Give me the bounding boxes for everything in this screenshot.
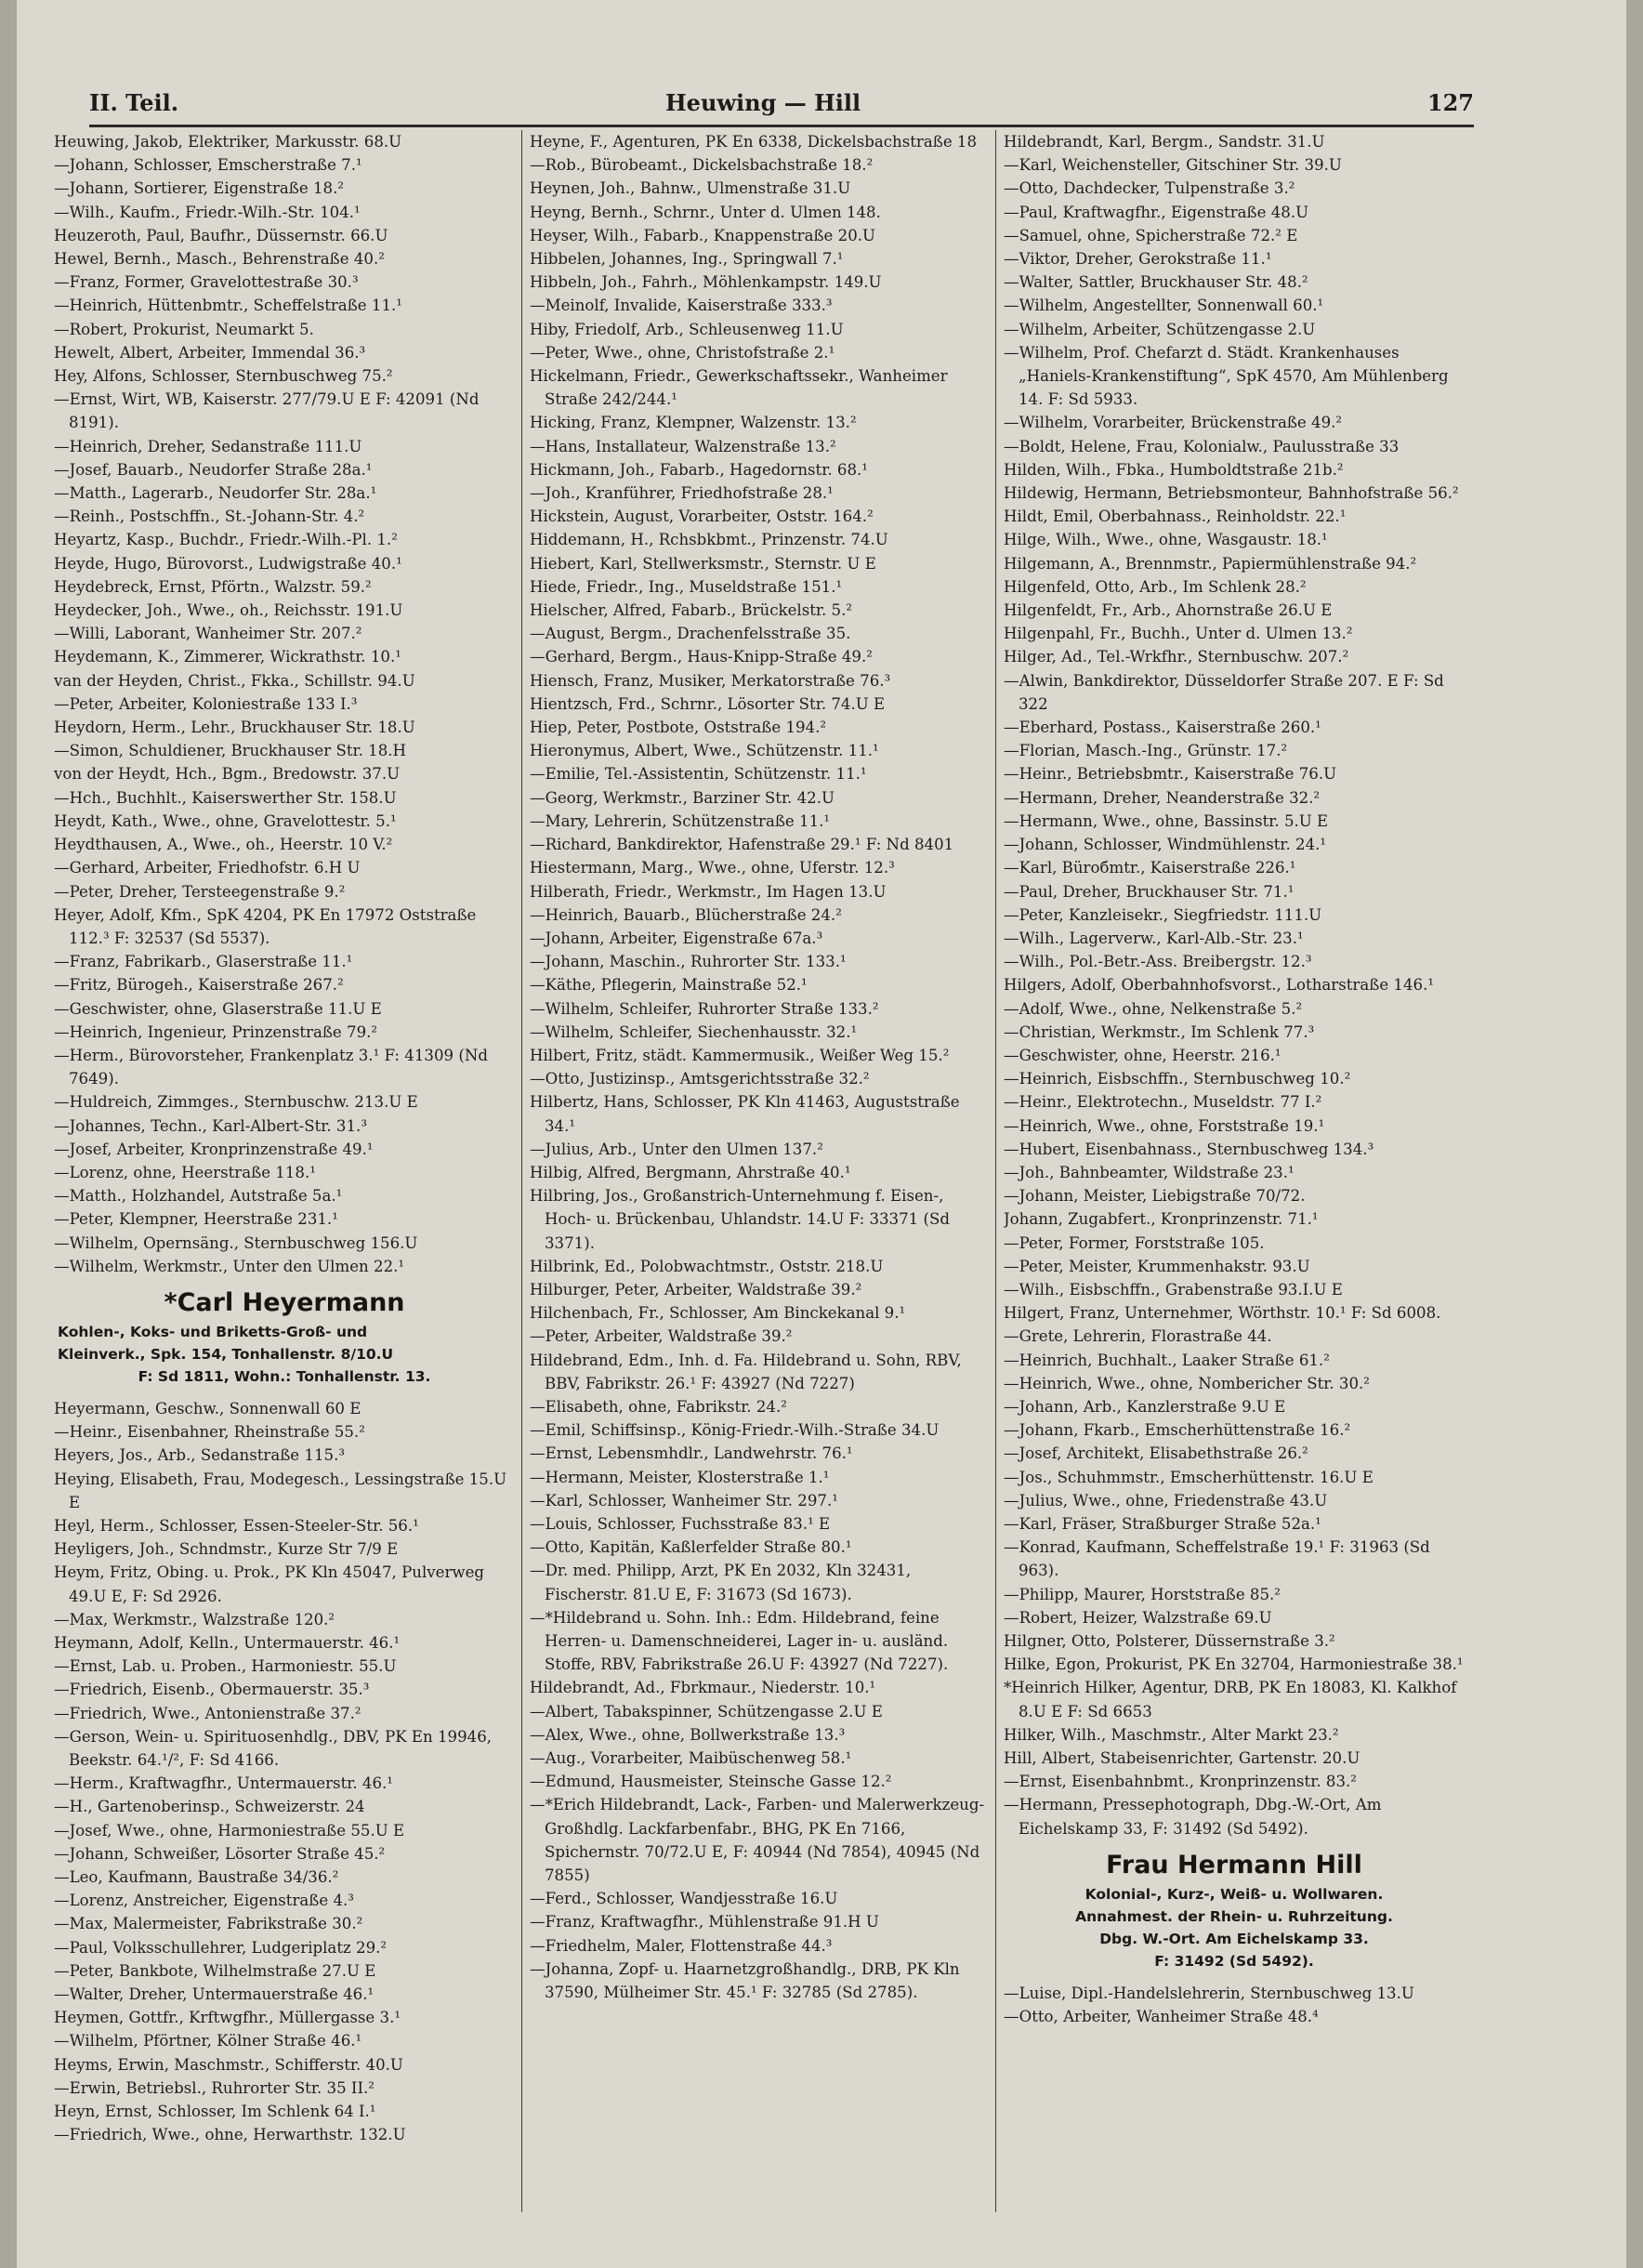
directory-entry: —Ernst, Eisenbahnbmt., Kronprinzenstr. 83.² <box>1004 1773 1357 1791</box>
directory-entry: —Josef, Architekt, Elisabethstraße 26.² <box>1004 1444 1308 1463</box>
directory-entry: —Peter, Wwe., ohne, Christofstraße 2.¹ <box>530 343 835 362</box>
directory-entry: Heydthausen, A., Wwe., oh., Heerstr. 10 V.² <box>54 836 393 854</box>
directory-entry: Hilbig, Alfred, Bergmann, Ahrstraße 40.¹ <box>530 1163 851 1181</box>
directory-entry: —Hermann, Meister, Klosterstraße 1.¹ <box>530 1468 830 1486</box>
directory-entry: —Johann, Sortierer, Eigenstraße 18.² <box>54 179 345 198</box>
directory-entry: —Karl, Büroбmtr., Kaiserstraße 226.¹ <box>1004 859 1296 877</box>
directory-entry: —Heinrich, Hüttenbmtr., Scheffelstraße 11.¹ <box>54 297 402 315</box>
directory-entry: —Konrad, Kaufmann, Scheffelstraße 19.¹ F: 31963 (Sd 963). <box>1004 1538 1430 1580</box>
directory-entry: —Wilhelm, Arbeiter, Schützengasse 2.U <box>1004 320 1316 338</box>
directory-entry: —Franz, Kraftwagfhr., Mühlenstraße 91.H U <box>530 1913 879 1932</box>
directory-entry: Hilbrink, Ed., Polobwachtmstr., Oststr. 218.U <box>530 1257 884 1275</box>
directory-entry: Hilbert, Fritz, städt. Kammermusik., Weißer Weg 15.² <box>530 1046 950 1064</box>
directory-entry: Hildebrand, Edm., Inh. d. Fa. Hildebrand u. Sohn, RBV, BBV, Fabrikstr. 26.¹ F: 43927 (Nd 7227) <box>530 1351 962 1392</box>
directory-entry: —Alwin, Bankdirektor, Düsseldorfer Straße 207. E F: Sd 322 <box>1004 671 1444 713</box>
directory-entry: Heydt, Kath., Wwe., ohne, Gravelottestr. 5.¹ <box>54 811 397 830</box>
directory-entry: —Heinrich, Bauarb., Blücherstraße 24.² <box>530 905 842 924</box>
directory-entry: —Max, Werkmstr., Walzstraße 120.² <box>54 1610 335 1628</box>
ad-line: F: Sd 1811, Wohn.: Tonhallenstr. 13. <box>138 1367 431 1385</box>
directory-entry: —Alex, Wwe., ohne, Bollwerkstraße 13.³ <box>530 1725 846 1744</box>
directory-entry: —Wilh., Lagerverw., Karl-Alb.-Str. 23.¹ <box>1004 929 1304 947</box>
directory-entry: Heyer, Adolf, Kfm., SpK 4204, PK En 17972 Oststraße 112.³ F: 32537 (Sd 5537). <box>54 905 477 947</box>
directory-entry: —Peter, Arbeiter, Waldstraße 39.² <box>530 1327 793 1346</box>
directory-entry: —Herm., Bürovorsteher, Frankenplatz 3.¹ F: 41309 (Nd 7649). <box>54 1046 488 1088</box>
directory-entry: —Albert, Tabakspinner, Schützengasse 2.U E <box>530 1702 883 1721</box>
directory-entry: —Hch., Buchhlt., Kaiserswerther Str. 158.U <box>54 788 397 807</box>
directory-entry: Heyn, Ernst, Schlosser, Im Schlenk 64 I.¹ <box>54 2103 376 2121</box>
directory-entry: —Peter, Kanzleisekr., Siegfriedstr. 111.U <box>1004 905 1322 924</box>
directory-entry: Hildebrandt, Ad., Fbrkmaur., Niederstr. 10.¹ <box>530 1679 876 1697</box>
directory-entry: —Johanna, Zopf- u. Haarnetzgroßhandlg., DRB, PK Kln 37590, Mülheimer Str. 45.¹ F: 32785 (Sd 2785). <box>530 1959 960 2002</box>
column-3 <box>1004 130 1465 2231</box>
directory-entry: —Meinolf, Invalide, Kaiserstraße 333.³ <box>530 297 833 315</box>
directory-entry: Hilgenfeld, Otto, Arb., Im Schlenk 28.² <box>1004 577 1307 596</box>
ad-line: Dbg. W.-Ort. Am Eichelskamp 33. <box>1099 1930 1369 1947</box>
directory-entry: —Peter, Arbeiter, Koloniestraße 133 I.³ <box>54 694 358 713</box>
directory-entry: Hewelt, Albert, Arbeiter, Immendal 36.³ <box>54 343 366 362</box>
directory-entry: Hilke, Egon, Prokurist, PK En 32704, Harmoniestraße 38.¹ <box>1004 1655 1464 1674</box>
directory-entry: —Karl, Weichensteller, Gitschiner Str. 39.U <box>1004 156 1342 175</box>
directory-entry: Hiede, Friedr., Ing., Museldstraße 151.¹ <box>530 577 843 596</box>
column-2 <box>530 130 991 2231</box>
directory-entry: —Heinr., Betriebsbmtr., Kaiserstraße 76.U <box>1004 765 1337 784</box>
directory-entry: —Paul, Dreher, Bruckhauser Str. 71.¹ <box>1004 882 1295 901</box>
directory-entry: —Matth., Lagerarb., Neudorfer Str. 28a.¹ <box>54 484 377 503</box>
directory-entry: —Aug., Vorarbeiter, Maibüschenweg 58.¹ <box>530 1749 852 1768</box>
directory-entry: —Paul, Kraftwagfhr., Eigenstraße 48.U <box>1004 203 1309 221</box>
directory-entry: —Johann, Arb., Kanzlerstraße 9.U E <box>1004 1397 1286 1416</box>
directory-entry: —Peter, Klempner, Heerstraße 231.¹ <box>54 1210 338 1229</box>
entry-list <box>54 130 515 1278</box>
directory-entry: —Samuel, ohne, Spicherstraße 72.² E <box>1004 226 1298 244</box>
directory-entry: Heyartz, Kasp., Buchdr., Friedr.-Wilh.-Pl. 1.² <box>54 531 398 549</box>
section-label: II. Teil. <box>89 89 179 116</box>
directory-entry: Heuwing, Jakob, Elektriker, Markusstr. 68.U <box>54 133 402 151</box>
directory-entry: —Otto, Dachdecker, Tulpenstraße 3.² <box>1004 179 1295 198</box>
directory-entry: Hiby, Friedolf, Arb., Schleusenweg 11.U <box>530 320 844 338</box>
directory-entry: —Hermann, Pressephotograph, Dbg.-W.-Ort, Am Eichelskamp 33, F: 31492 (Sd 5492). <box>1004 1796 1382 1838</box>
directory-entry: —Huldreich, Zimmges., Sternbuschw. 213.U E <box>54 1093 418 1112</box>
directory-entry: Heydecker, Joh., Wwe., oh., Reichsstr. 191.U <box>54 601 403 620</box>
directory-entry: Heydemann, K., Zimmerer, Wickrathstr. 10.¹ <box>54 648 401 666</box>
directory-entry: —Ferd., Schlosser, Wandjesstraße 16.U <box>530 1890 838 1908</box>
directory-entry: —Herm., Kraftwagfhr., Untermauerstr. 46.¹ <box>54 1774 393 1793</box>
directory-entry: Hildewig, Hermann, Betriebsmonteur, Bahnhofstraße 56.² <box>1004 484 1459 503</box>
directory-entry: —Emilie, Tel.-Assistentin, Schützenstr. 11.¹ <box>530 765 867 784</box>
ad-line: Annahmest. der Rhein- u. Ruhrzeitung. <box>1075 1907 1393 1925</box>
directory-entry: Hilger, Ad., Tel.-Wrkfhr., Sternbuschw. 207.² <box>1004 648 1349 666</box>
directory-entry: —Hubert, Eisenbahnass., Sternbuschweg 134.³ <box>1004 1140 1374 1158</box>
directory-entry: —Käthe, Pflegerin, Mainstraße 52.¹ <box>530 976 808 995</box>
directory-entry: —Joh., Bahnbeamter, Wildstraße 23.¹ <box>1004 1163 1295 1181</box>
directory-entry: —Peter, Bankbote, Wilhelmstraße 27.U E <box>54 1961 376 1980</box>
directory-entry: Hicking, Franz, Klempner, Walzenstr. 13.² <box>530 414 857 432</box>
directory-entry: Hibbelen, Johannes, Ing., Springwall 7.¹ <box>530 250 844 269</box>
directory-entry: van der Heyden, Christ., Fkka., Schillstr. 94.U <box>54 671 415 690</box>
directory-entry: —Franz, Former, Gravelottestraße 30.³ <box>54 273 359 292</box>
directory-entry: —Heinrich, Dreher, Sedanstraße 111.U <box>54 437 362 455</box>
directory-entry: —*Erich Hildebrandt, Lack-, Farben- und Malerwerkzeug-Großhdlg. Lackfarbenfabr., BHG, PK En 7166, Spichernstr. 70/72.U E, F: 40944 (Nd 7854), 40945 (Nd 7855) <box>530 1796 985 1885</box>
directory-entry: Hildebrandt, Karl, Bergm., Sandstr. 31.U <box>1004 133 1325 151</box>
directory-entry: —Josef, Wwe., ohne, Harmoniestraße 55.U E <box>54 1821 405 1839</box>
directory-entry: —Wilh., Kaufm., Friedr.-Wilh.-Str. 104.¹ <box>54 203 361 221</box>
directory-entry: —Karl, Schlosser, Wanheimer Str. 297.¹ <box>530 1491 838 1510</box>
advertiser-name: *Carl Heyermann <box>164 1287 405 1317</box>
directory-entry: Hielscher, Alfred, Fabarb., Brückelstr. 5.² <box>530 601 853 620</box>
directory-entry: —Wilhelm, Schleifer, Ruhrorter Straße 133.² <box>530 999 879 1018</box>
directory-entry: Heuzeroth, Paul, Baufhr., Düssernstr. 66.U <box>54 226 388 244</box>
directory-entry: —Julius, Wwe., ohne, Friedenstraße 43.U <box>1004 1491 1328 1510</box>
directory-entry: —Lorenz, Anstreicher, Eigenstraße 4.³ <box>54 1892 354 1910</box>
directory-entry: —Richard, Bankdirektor, Hafenstraße 29.¹ F: Nd 8401 <box>530 836 954 854</box>
directory-entry: Hiep, Peter, Postbote, Oststraße 194.² <box>530 719 827 737</box>
directory-page <box>17 0 1626 2268</box>
directory-entry: Hiestermann, Marg., Wwe., ohne, Uferstr. 12.³ <box>530 859 895 877</box>
directory-entry: Hickelmann, Friedr., Gewerkschaftssekr., Wanheimer Straße 242/244.¹ <box>530 367 948 409</box>
directory-entry: —Wilhelm, Pförtner, Kölner Straße 46.¹ <box>54 2032 362 2050</box>
running-head <box>89 89 1474 126</box>
directory-entry: —Heinrich, Buchhalt., Laaker Straße 61.² <box>1004 1351 1330 1369</box>
directory-entry: —Josef, Bauarb., Neudorfer Straße 28a.¹ <box>54 460 373 479</box>
directory-entry: Hiddemann, H., Rchsbkbmt., Prinzenstr. 74.U <box>530 531 888 549</box>
directory-entry: —*Hildebrand u. Sohn. Inh.: Edm. Hildebrand, feine Herren- u. Damenschneiderei, Lager in- u. ausländ. Stoffe, RBV, Fabrikstraße 26.U F: 43927 (Nd 7227). <box>530 1608 949 1674</box>
directory-entry: —Hans, Installateur, Walzenstraße 13.² <box>530 437 836 455</box>
directory-entry: —Edmund, Hausmeister, Steinsche Gasse 12.² <box>530 1773 892 1791</box>
directory-entry: Hilgenfeldt, Fr., Arb., Ahornstraße 26.U E <box>1004 601 1333 620</box>
directory-entry: —Ernst, Wirt, WB, Kaiserstr. 277/79.U E F: 42091 (Nd 8191). <box>54 390 480 432</box>
directory-entry: —August, Bergm., Drachenfelsstraße 35. <box>530 625 851 643</box>
directory-entry: —Peter, Meister, Krummenhakstr. 93.U <box>1004 1257 1310 1275</box>
directory-entry: Hilburger, Peter, Arbeiter, Waldstraße 39.² <box>530 1280 862 1299</box>
directory-entry: —Paul, Volksschullehrer, Ludgeriplatz 29.² <box>54 1938 388 1957</box>
directory-entry: —Reinh., Postschffn., St.-Johann-Str. 4.² <box>54 508 365 526</box>
directory-entry: Heyng, Bernh., Schrnr., Unter d. Ulmen 148. <box>530 203 881 221</box>
directory-entry: Heymann, Adolf, Kelln., Untermauerstr. 46.¹ <box>54 1633 401 1652</box>
directory-entry: Hilgert, Franz, Unternehmer, Wörthstr. 10.¹ F: Sd 6008. <box>1004 1304 1441 1323</box>
directory-entry: —Johann, Schweißer, Lösorter Straße 45.² <box>54 1844 386 1863</box>
directory-entry: —Friedrich, Wwe., Antonienstraße 37.² <box>54 1704 361 1722</box>
directory-entry: Hilchenbach, Fr., Schlosser, Am Binckekanal 9.¹ <box>530 1304 906 1323</box>
directory-entry: —Gerhard, Arbeiter, Friedhofstr. 6.H U <box>54 859 361 877</box>
directory-entry: —Friedhelm, Maler, Flottenstraße 44.³ <box>530 1936 833 1955</box>
directory-entry: —Willi, Laborant, Wanheimer Str. 207.² <box>54 625 362 643</box>
directory-entry: —Wilh., Pol.-Betr.-Ass. Breibergstr. 12.³ <box>1004 953 1312 971</box>
directory-entry: —Wilh., Eisbschffn., Grabenstraße 93.I.U E <box>1004 1280 1343 1299</box>
directory-entry: —Joh., Kranführer, Friedhofstraße 28.¹ <box>530 484 834 503</box>
directory-entry: Hieronymus, Albert, Wwe., Schützenstr. 11.¹ <box>530 742 879 760</box>
directory-entry: —Viktor, Dreher, Gerokstraße 11.¹ <box>1004 250 1272 269</box>
directory-entry: —Johannes, Techn., Karl-Albert-Str. 31.³ <box>54 1116 367 1135</box>
directory-entry: Hewel, Bernh., Masch., Behrenstraße 40.² <box>54 250 385 269</box>
advertiser-name: Frau Hermann Hill <box>1106 1850 1362 1879</box>
directory-entry: —Friedrich, Eisenb., Obermauerstr. 35.³ <box>54 1681 370 1699</box>
directory-entry: —Wilhelm, Vorarbeiter, Brückenstraße 49.² <box>1004 414 1343 432</box>
directory-entry: Heying, Elisabeth, Frau, Modegesch., Lessingstraße 15.U E <box>54 1470 507 1511</box>
directory-entry: Heyde, Hugo, Bürovorst., Ludwigstraße 40.¹ <box>54 554 402 573</box>
directory-entry: —Geschwister, ohne, Heerstr. 216.¹ <box>1004 1046 1282 1064</box>
directory-entry: —Wilhelm, Schleifer, Siechenhausstr. 32.¹ <box>530 1022 858 1041</box>
directory-entry: —Franz, Fabrikarb., Glaserstraße 11.¹ <box>54 953 353 971</box>
directory-entry: von der Heydt, Hch., Bgm., Bredowstr. 37.U <box>54 765 401 784</box>
directory-entry: —Otto, Arbeiter, Wanheimer Straße 48.⁴ <box>1004 2008 1319 2026</box>
directory-entry: Hilgenpahl, Fr., Buchh., Unter d. Ulmen 13.² <box>1004 625 1353 643</box>
directory-entry: —Peter, Dreher, Tersteegenstraße 9.² <box>54 882 346 901</box>
directory-entry: —Heinr., Elektrotechn., Museldstr. 77 I.² <box>1004 1093 1322 1112</box>
column-1 <box>54 130 515 2231</box>
entry-list <box>1004 1982 1465 2028</box>
directory-entry: —Johann, Fkarb., Emscherhüttenstraße 16.² <box>1004 1421 1351 1440</box>
entry-list <box>1004 130 1465 1840</box>
directory-entry: —Peter, Former, Forststraße 105. <box>1004 1233 1265 1252</box>
directory-entry: Hickstein, August, Vorarbeiter, Oststr. 164.² <box>530 508 874 526</box>
directory-entry: —Georg, Werkmstr., Barziner Str. 42.U <box>530 788 835 807</box>
directory-entry: —Boldt, Helene, Frau, Kolonialw., Paulusstraße 33 <box>1004 437 1400 455</box>
directory-entry: —Adolf, Wwe., ohne, Nelkenstraße 5.² <box>1004 999 1303 1018</box>
directory-entry: Heyers, Jos., Arb., Sedanstraße 115.³ <box>54 1446 346 1465</box>
directory-entry: —Mary, Lehrerin, Schützenstraße 11.¹ <box>530 811 831 830</box>
directory-entry: Hilge, Wilh., Wwe., ohne, Wasgaustr. 18.¹ <box>1004 531 1328 549</box>
directory-entry: —Otto, Kapitän, Kaßlerfelder Straße 80.¹ <box>530 1538 852 1557</box>
directory-entry: —Max, Malermeister, Fabrikstraße 30.² <box>54 1915 363 1933</box>
directory-entry: Heyms, Erwin, Maschmstr., Schifferstr. 40.U <box>54 2055 403 2074</box>
directory-entry: —Dr. med. Philipp, Arzt, PK En 2032, Kln 32431, Fischerstr. 81.U E, F: 31673 (Sd 1673). <box>530 1562 912 1603</box>
directory-entry: Hiensch, Franz, Musiker, Merkatorstraße 76.³ <box>530 671 891 690</box>
ad-line: Kleinverk., Spk. 154, Tonhallenstr. 8/10.U <box>58 1345 394 1363</box>
running-title: Heuwing — Hill <box>665 89 861 116</box>
directory-entry: —H., Gartenoberinsp., Schweizerstr. 24 <box>54 1798 365 1816</box>
directory-entry: —Simon, Schuldiener, Bruckhauser Str. 18.H <box>54 742 407 760</box>
directory-entry: *Heinrich Hilker, Agentur, DRB, PK En 18083, Kl. Kalkhof 8.U E F: Sd 6653 <box>1004 1679 1457 1721</box>
ad-line: Kolonial-, Kurz-, Weiß- u. Wollwaren. <box>1084 1885 1384 1903</box>
directory-entry: —Johann, Schlosser, Windmühlenstr. 24.¹ <box>1004 836 1327 854</box>
directory-entry: Hilberath, Friedr., Werkmstr., Im Hagen 13.U <box>530 882 887 901</box>
ad-line: Kohlen-, Koks- und Briketts-Groß- und <box>58 1323 368 1340</box>
directory-entry: —Robert, Prokurist, Neumarkt 5. <box>54 320 314 338</box>
directory-entry: —Louis, Schlosser, Fuchsstraße 83.¹ E <box>530 1514 831 1533</box>
directory-entry: —Gerson, Wein- u. Spirituosenhdlg., DBV, PK En 19946, Beekstr. 64.¹/², F: Sd 4166. <box>54 1727 493 1769</box>
directory-entry: —Elisabeth, ohne, Fabrikstr. 24.² <box>530 1397 787 1416</box>
directory-entry: Hilker, Wilh., Maschmstr., Alter Markt 23.² <box>1004 1725 1339 1744</box>
directory-entry: —Fritz, Bürogeh., Kaiserstraße 267.² <box>54 976 344 995</box>
directory-entry: —Jos., Schuhmmstr., Emscherhüttenstr. 16.U E <box>1004 1468 1374 1486</box>
directory-entry: —Wilhelm, Prof. Chefarzt d. Städt. Krankenhauses „Haniels-Krankenstiftung“, SpK 4570, Am Mühlenberg 14. F: Sd 5933. <box>1004 343 1449 409</box>
directory-entry: —Erwin, Betriebsl., Ruhrorter Str. 35 II.² <box>54 2078 375 2097</box>
directory-entry: —Walter, Dreher, Untermauerstraße 46.¹ <box>54 1985 375 2004</box>
directory-entry: —Walter, Sattler, Bruckhauser Str. 48.² <box>1004 273 1308 292</box>
directory-entry: —Hermann, Wwe., ohne, Bassinstr. 5.U E <box>1004 811 1329 830</box>
directory-entry: —Julius, Arb., Unter den Ulmen 137.² <box>530 1140 823 1158</box>
column-divider <box>995 130 996 2212</box>
directory-entry: —Otto, Justizinsp., Amtsgerichtsstraße 32.² <box>530 1070 870 1088</box>
directory-entry: Heyne, F., Agenturen, PK En 6338, Dickelsbachstraße 18 <box>530 133 978 151</box>
advertisement-heyermann <box>54 1286 515 1388</box>
directory-entry: —Wilhelm, Werkmstr., Unter den Ulmen 22.¹ <box>54 1257 405 1275</box>
directory-entry: —Rob., Bürobeamt., Dickelsbachstraße 18.² <box>530 156 874 175</box>
directory-entry: —Johann, Meister, Liebigstraße 70/72. <box>1004 1187 1306 1206</box>
directory-entry: —Heinrich, Eisbschffn., Sternbuschweg 10.² <box>1004 1070 1351 1088</box>
directory-entry: —Johann, Schlosser, Emscherstraße 7.¹ <box>54 156 362 175</box>
directory-entry: —Ernst, Lab. u. Proben., Harmoniestr. 55.U <box>54 1657 397 1676</box>
directory-entry: —Florian, Masch.-Ing., Grünstr. 17.² <box>1004 742 1288 760</box>
directory-entry: Hildt, Emil, Oberbahnass., Reinholdstr. 22.¹ <box>1004 508 1347 526</box>
directory-entry: Hilbertz, Hans, Schlosser, PK Kln 41463, Auguststraße 34.¹ <box>530 1093 960 1135</box>
directory-entry: Heydebreck, Ernst, Pförtn., Walzstr. 59.² <box>54 577 372 596</box>
directory-entry: Heym, Fritz, Obing. u. Prok., PK Kln 45047, Pulverweg 49.U E, F: Sd 2926. <box>54 1563 485 1605</box>
entry-list <box>530 130 991 2004</box>
directory-entry: —Geschwister, ohne, Glaserstraße 11.U E <box>54 999 382 1018</box>
directory-entry: Hilden, Wilh., Fbka., Humboldtstraße 21b.² <box>1004 460 1344 479</box>
directory-entry: —Johann, Maschin., Ruhrorter Str. 133.¹ <box>530 953 847 971</box>
directory-entry: Hill, Albert, Stabeisenrichter, Gartenstr. 20.U <box>1004 1749 1360 1768</box>
directory-entry: Heymen, Gottfr., Krftwgfhr., Müllergasse 3.¹ <box>54 2009 401 2027</box>
directory-entry: —Hermann, Dreher, Neanderstraße 32.² <box>1004 788 1321 807</box>
directory-entry: Heyermann, Geschw., Sonnenwall 60 E <box>54 1399 361 1418</box>
directory-entry: —Emil, Schiffsinsp., König-Friedr.-Wilh.-Straße 34.U <box>530 1421 940 1440</box>
directory-entry: —Wilhelm, Angestellter, Sonnenwall 60.¹ <box>1004 297 1324 315</box>
directory-entry: —Philipp, Maurer, Horststraße 85.² <box>1004 1585 1281 1603</box>
ad-line: F: 31492 (Sd 5492). <box>1154 1952 1314 1970</box>
directory-entry: Heyl, Herm., Schlosser, Essen-Steeler-Str. 56.¹ <box>54 1516 419 1535</box>
directory-entry: —Wilhelm, Opernsäng., Sternbuschweg 156.U <box>54 1233 418 1252</box>
directory-entry: —Grete, Lehrerin, Florastraße 44. <box>1004 1327 1272 1346</box>
directory-entry: Hilgemann, A., Brennmstr., Papiermühlenstraße 94.² <box>1004 554 1417 573</box>
directory-entry: —Ernst, Lebensmhdlr., Landwehrstr. 76.¹ <box>530 1444 853 1463</box>
entry-list <box>54 1397 515 2147</box>
directory-entry: Heydorn, Herm., Lehr., Bruckhauser Str. 18.U <box>54 719 415 737</box>
directory-entry: —Karl, Fräser, Straßburger Straße 52a.¹ <box>1004 1514 1321 1533</box>
directory-entry: —Heinrich, Wwe., ohne, Forststraße 19.¹ <box>1004 1116 1325 1135</box>
directory-entry: —Luise, Dipl.-Handelslehrerin, Sternbuschweg 13.U <box>1004 1984 1414 2002</box>
directory-entry: —Lorenz, ohne, Heerstraße 118.¹ <box>54 1163 316 1181</box>
directory-entry: —Josef, Arbeiter, Kronprinzenstraße 49.¹ <box>54 1140 374 1158</box>
directory-entry: —Heinrich, Wwe., ohne, Nombericher Str. 30.² <box>1004 1374 1370 1392</box>
directory-entry: Heyser, Wilh., Fabarb., Knappenstraße 20.U <box>530 226 876 244</box>
directory-entry: —Friedrich, Wwe., ohne, Herwarthstr. 132.U <box>54 2126 406 2144</box>
advertisement-hill <box>1004 1848 1465 1972</box>
directory-entry: Heynen, Joh., Bahnw., Ulmenstraße 31.U <box>530 179 851 198</box>
directory-entry: —Matth., Holzhandel, Autstraße 5a.¹ <box>54 1187 343 1206</box>
directory-entry: —Gerhard, Bergm., Haus-Knipp-Straße 49.² <box>530 648 873 666</box>
directory-entry: Hilgers, Adolf, Oberbahnhofsvorst., Lotharstraße 146.¹ <box>1004 976 1435 995</box>
directory-entry: Hibbeln, Joh., Fahrh., Möhlenkampstr. 149.U <box>530 273 882 292</box>
directory-entry: Hilgner, Otto, Polsterer, Düssernstraße 3.² <box>1004 1632 1335 1650</box>
directory-entry: —Heinr., Eisenbahner, Rheinstraße 55.² <box>54 1423 365 1442</box>
page-number: 127 <box>1426 89 1474 116</box>
directory-entry: Hiebert, Karl, Stellwerksmstr., Sternstr. U E <box>530 554 876 573</box>
directory-entry: Hilbring, Jos., Großanstrich-Unternehmung f. Eisen-, Hoch- u. Brückenbau, Uhlandstr. 14.U F: 33371 (Sd 3371). <box>530 1187 950 1252</box>
directory-entry: Heyligers, Joh., Schndmstr., Kurze Str 7/9 E <box>54 1540 399 1559</box>
directory-entry: Hickmann, Joh., Fabarb., Hagedornstr. 68.¹ <box>530 460 868 479</box>
directory-entry: —Robert, Heizer, Walzstraße 69.U <box>1004 1608 1272 1627</box>
directory-entry: Johann, Zugabfert., Kronprinzenstr. 71.¹ <box>1004 1210 1319 1229</box>
column-divider <box>521 130 522 2212</box>
directory-entry: —Leo, Kaufmann, Baustraße 34/36.² <box>54 1868 339 1887</box>
directory-entry: Hey, Alfons, Schlosser, Sternbuschweg 75.² <box>54 367 393 386</box>
directory-entry: —Johann, Arbeiter, Eigenstraße 67a.³ <box>530 929 823 947</box>
directory-entry: —Christian, Werkmstr., Im Schlenk 77.³ <box>1004 1022 1315 1041</box>
directory-entry: Hientzsch, Frd., Schrnr., Lösorter Str. 74.U E <box>530 694 886 713</box>
directory-entry: —Eberhard, Postass., Kaiserstraße 260.¹ <box>1004 719 1321 737</box>
directory-entry: —Heinrich, Ingenieur, Prinzenstraße 79.² <box>54 1022 378 1041</box>
header-rule <box>89 125 1474 127</box>
